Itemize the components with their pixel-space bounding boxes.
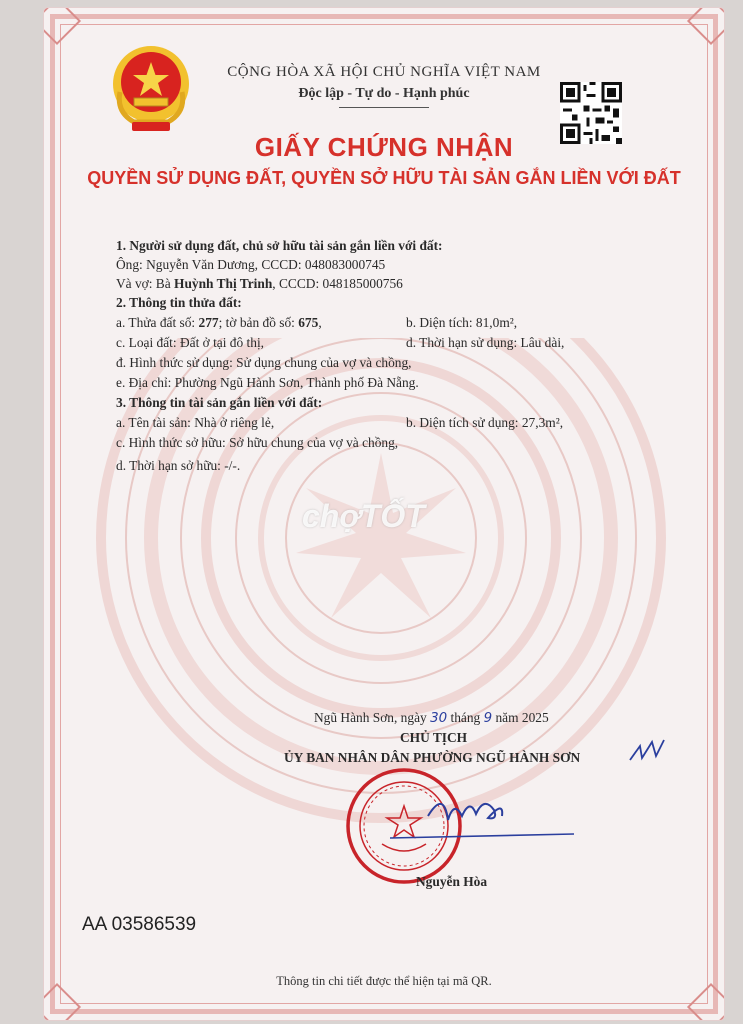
map-prefix: ; tờ bản đồ số: xyxy=(218,315,299,330)
certificate-title: GIẤY CHỨNG NHẬN xyxy=(254,132,514,162)
ownership-term: d. Thời hạn sở hữu: -/-. xyxy=(116,458,241,473)
map-number: 675 xyxy=(298,315,319,330)
spouse-suffix: , CCCD: 048185000756 xyxy=(272,276,403,291)
year-label: năm 2025 xyxy=(495,710,549,725)
national-emblem-icon xyxy=(110,42,192,134)
asset-used-area: b. Diện tích sử dụng: 27,3m², xyxy=(406,415,564,430)
issuing-authority: ỦY BAN NHÂN DÂN PHƯỜNG NGŨ HÀNH SƠN xyxy=(284,750,581,765)
initial-mark-icon xyxy=(628,736,668,766)
parcel-number: 277 xyxy=(198,315,219,330)
map-suffix: , xyxy=(318,315,322,330)
certificate-subtitle: QUYỀN SỬ DỤNG ĐẤT, QUYỀN SỞ HỮU TÀI SẢN GẮN LIỀN VỚI ĐẤT xyxy=(87,168,681,188)
footer-note: Thông tin chi tiết được thể hiện tại mã QR. xyxy=(276,974,492,988)
section-2-heading: 2. Thông tin thửa đất: xyxy=(116,295,242,310)
signer-position: CHỦ TỊCH xyxy=(400,730,468,745)
country-name: CỘNG HÒA XÃ HỘI CHỦ NGHĨA VIỆT NAM xyxy=(227,64,541,80)
land-use-term: d. Thời hạn sử dụng: Lâu dài, xyxy=(406,335,565,350)
parcel-prefix: a. Thửa đất số: xyxy=(116,315,199,330)
handwritten-signature-icon xyxy=(384,780,584,850)
land-type: c. Loại đất: Đất ở tại đô thị, xyxy=(116,335,265,350)
section-3-heading: 3. Thông tin tài sản gắn liền với đất: xyxy=(116,395,323,410)
spouse-prefix: Và vợ: Bà xyxy=(116,276,175,291)
signer-name: Nguyễn Hòa xyxy=(416,874,488,889)
land-address: e. Địa chỉ: Phường Ngũ Hành Sơn, Thành phố Đà Nẵng. xyxy=(116,375,419,390)
section-1-heading: 1. Người sử dụng đất, chủ sở hữu tài sản gắn liền với đất: xyxy=(116,238,443,253)
ownership-form: c. Hình thức sở hữu: Sở hữu chung của vợ và chồng, xyxy=(116,435,399,450)
month-label: tháng xyxy=(450,710,481,725)
motto-underline xyxy=(339,107,429,108)
owner-line: Ông: Nguyễn Văn Dương, CCCD: 048083000745 xyxy=(116,257,386,272)
spouse-line xyxy=(116,274,403,293)
land-area: b. Diện tích: 81,0m², xyxy=(406,315,518,330)
asset-name: a. Tên tài sản: Nhà ở riêng lẻ, xyxy=(116,415,275,430)
serial-number: AA 03586539 xyxy=(82,914,197,935)
issue-month: 9 xyxy=(483,711,493,726)
place-date xyxy=(314,708,549,728)
parcel-line xyxy=(116,313,322,332)
place-date-prefix: Ngũ Hành Sơn, ngày xyxy=(314,710,427,725)
land-use-form: đ. Hình thức sử dụng: Sử dụng chung của vợ và chồng, xyxy=(116,355,412,370)
issue-day: 30 xyxy=(430,711,448,726)
national-motto: Độc lập - Tự do - Hạnh phúc xyxy=(298,86,470,101)
chotot-watermark-logo: chợTỐT xyxy=(302,498,425,534)
spouse-name: Huỳnh Thị Trinh xyxy=(174,276,273,291)
certificate-sheet xyxy=(44,8,724,1020)
